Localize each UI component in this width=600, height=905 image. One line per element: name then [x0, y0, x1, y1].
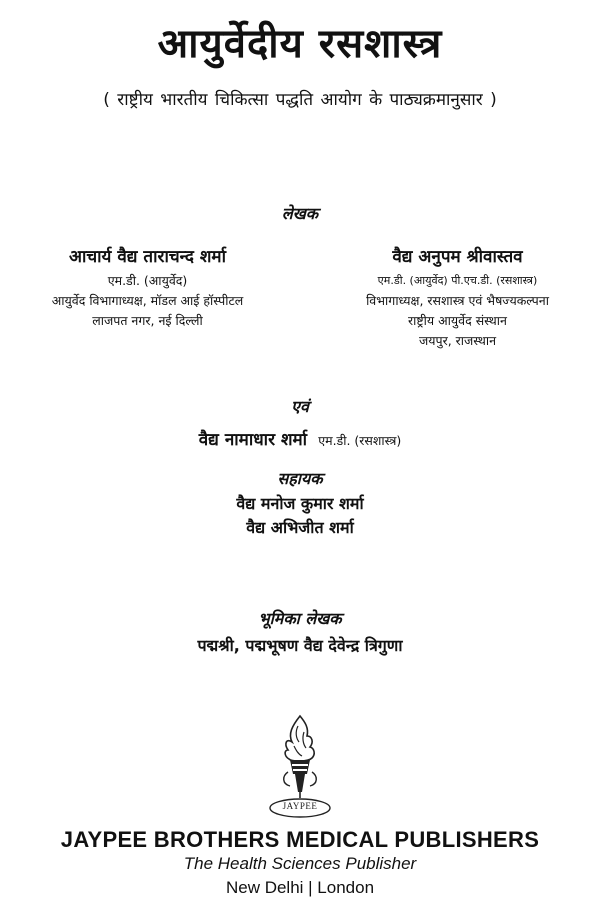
book-subtitle: ( राष्ट्रीय भारतीय चिकित्सा पद्धति आयोग के पाठ्यक्रमानुसार ): [103, 90, 497, 110]
author-right-address: जयपुर, राजस्थान: [418, 333, 497, 348]
publisher-tagline: The Health Sciences Publisher: [183, 854, 417, 873]
assistant-name: वैद्य अभिजीत शर्मा: [246, 518, 354, 537]
author-right-institute: राष्ट्रीय आयुर्वेद संस्थान: [408, 313, 507, 328]
third-author: [0, 428, 600, 452]
publisher-cities: New Delhi | London: [225, 878, 375, 897]
author-right-position: विभागाध्यक्ष, रसशास्त्र एवं भैषज्यकल्पना: [366, 293, 549, 308]
author-left-address: लाजपत नगर, नई दिल्ली: [92, 313, 203, 328]
publisher-logo: [262, 712, 338, 820]
author-left-position: आयुर्वेद विभागाध्यक्ष, मॉडल आई हॉस्पीटल: [51, 293, 244, 308]
assistants-label: सहायक: [277, 469, 323, 488]
publisher-logo-text: JAYPEE: [282, 801, 318, 811]
author-right-name: वैद्य अनुपम श्रीवास्तव: [392, 247, 523, 267]
author-left-degree: एम.डी. (आयुर्वेद): [107, 273, 188, 288]
author-left: [10, 245, 285, 331]
foreword-author: पद्मश्री, पद्मभूषण वैद्य देवेन्द्र त्रिगुणा: [197, 636, 403, 655]
author-left-name: आचार्य वैद्य ताराचन्द शर्मा: [68, 247, 226, 267]
publisher-name: JAYPEE BROTHERS MEDICAL PUBLISHERS: [60, 827, 540, 852]
foreword-label: भूमिका लेखक: [258, 609, 342, 628]
assistants-list: [0, 492, 600, 540]
author-right: [325, 245, 590, 351]
authors-label: लेखक: [281, 204, 319, 223]
third-author-name: वैद्य नामाधार शर्मा: [198, 430, 308, 450]
assistant-name: वैद्य मनोज कुमार शर्मा: [236, 494, 364, 513]
third-author-degree: एम.डी. (रसशास्त्र): [318, 433, 402, 448]
book-title: आयुर्वेदीय रसशास्त्र: [157, 21, 443, 67]
and-label: एवं: [291, 397, 309, 416]
author-right-degree: एम.डी. (आयुर्वेद) पी.एच.डी. (रसशास्त्र): [377, 274, 538, 287]
